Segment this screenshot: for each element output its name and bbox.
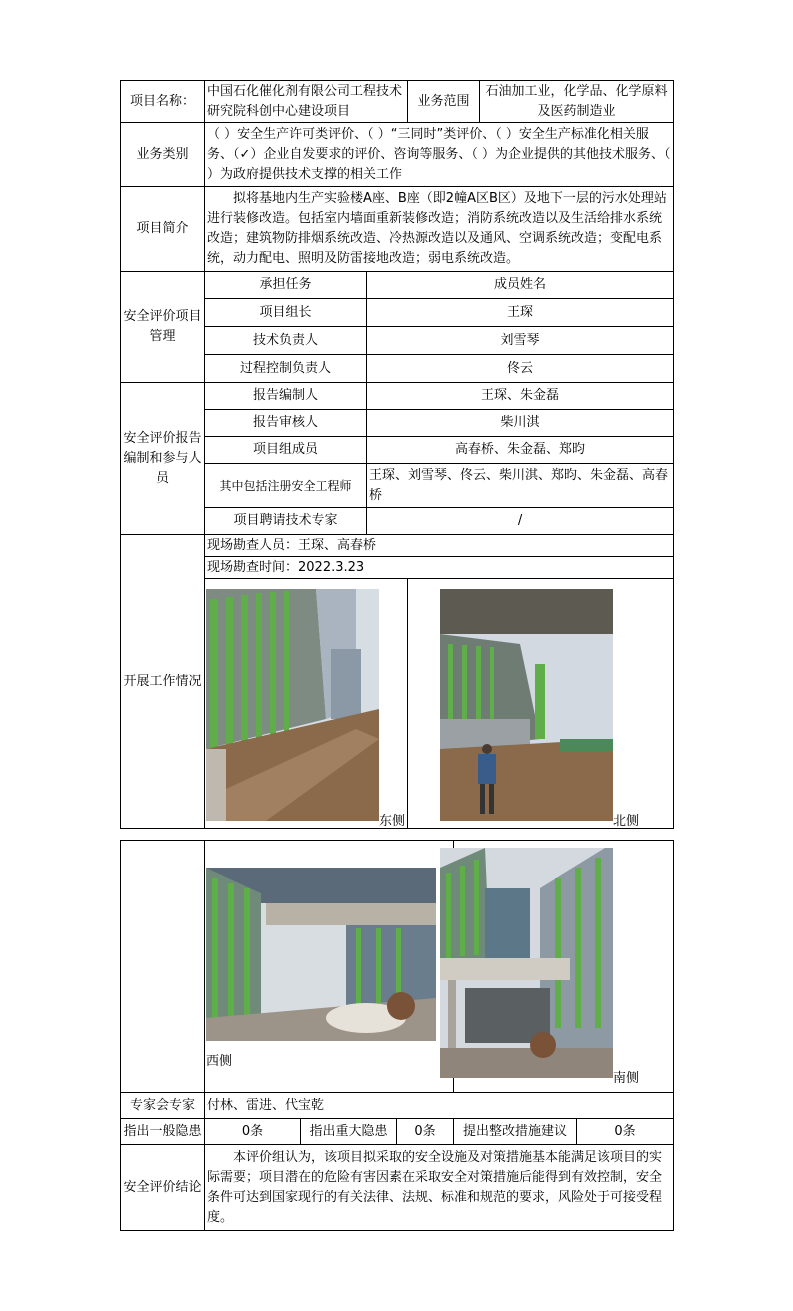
- survey-time: 现场勘查时间：2022.3.23: [205, 557, 674, 579]
- conclusion-label: 安全评价结论: [121, 1145, 205, 1231]
- photo-left-blank: [121, 841, 205, 1093]
- report-task: 报告编制人: [205, 383, 367, 410]
- project-name: 中国石化催化剂有限公司工程技术研究院科创中心建设项目: [205, 81, 408, 123]
- business-scope-label: 业务范围: [408, 81, 480, 123]
- member-header: 成员姓名: [367, 272, 674, 299]
- project-name-label: 项目名称：: [121, 81, 205, 123]
- report-task: 其中包括注册安全工程师: [205, 464, 367, 508]
- report-label: 安全评价报告编制和参与人员: [121, 383, 205, 535]
- business-type-label: 业务类别: [121, 123, 205, 187]
- report-name: /: [367, 508, 674, 535]
- mgmt-name: 王琛: [367, 299, 674, 327]
- conclusion: 本评价组认为，该项目拟采取的安全设施及对策措施基本能满足该项目的实际需要；项目潜在的危险有害因素在采取安全对策措施后能得到有效控制，安全条件可达到国家现行的有关法律、法规、标准和规范的要求，风险处于可接受程度。: [205, 1145, 674, 1231]
- south-side-photo: [440, 848, 613, 1078]
- report-name: 柴川淇: [367, 410, 674, 437]
- expert-label: 专家会专家: [121, 1093, 205, 1119]
- mgmt-task: 项目组长: [205, 299, 367, 327]
- task-header: 承担任务: [205, 272, 367, 299]
- business-scope: 石油加工业，化学品、化学原料及医药制造业: [480, 81, 674, 123]
- business-type: （ ）安全生产许可类评价、（ ）“三同时”类评价、（ ）安全生产标准化相关服务、（✓）企业自发要求的评价、咨询等服务、（ ）为企业提供的其他技术服务、（ ）为政府提供技术支撑的相关工作: [205, 123, 674, 187]
- intro-label: 项目简介: [121, 187, 205, 272]
- project-intro: 拟将基地内生产实验楼A座、B座（即2幢A区B区）及地下一层的污水处理站进行装修改造。包括室内墙面重新装修改造；消防系统改造以及生活给排水系统改造；建筑物防排烟系统改造、冷热源改造以及通风、空调系统改造；变配电系统，动力配电、照明及防雷接地改造；弱电系统改造。: [205, 187, 674, 272]
- north-side-photo: [440, 589, 613, 821]
- report-task: 项目聘请技术专家: [205, 508, 367, 535]
- work-label: 开展工作情况: [121, 535, 205, 829]
- report-task: 项目组成员: [205, 437, 367, 464]
- report-task: 报告审核人: [205, 410, 367, 437]
- south-label: 南侧: [613, 1071, 640, 1086]
- north-label: 北侧: [613, 814, 640, 829]
- mgmt-name: 佟云: [367, 355, 674, 383]
- west-side-photo: [206, 868, 436, 1041]
- suggestion-label: 提出整改措施建议: [454, 1119, 577, 1145]
- survey-people: 现场勘查人员：王琛、高春桥: [205, 535, 674, 557]
- west-label: 西侧: [206, 1054, 233, 1069]
- east-label: 东侧: [379, 814, 406, 829]
- general-hazard-value: 0条: [205, 1119, 301, 1145]
- east-side-photo: [206, 589, 379, 821]
- major-hazard-label: 指出重大隐患: [301, 1119, 397, 1145]
- report-name: 王琛、朱金磊: [367, 383, 674, 410]
- major-hazard-value: 0条: [397, 1119, 454, 1145]
- report-name: 王琛、刘雪琴、佟云、柴川淇、郑昀、朱金磊、高春桥: [367, 464, 674, 508]
- mgmt-name: 刘雪琴: [367, 327, 674, 355]
- report-name: 高春桥、朱金磊、郑昀: [367, 437, 674, 464]
- mgmt-label: 安全评价项目管理: [121, 272, 205, 383]
- experts: 付林、雷进、代宝乾: [205, 1093, 674, 1119]
- mgmt-task: 过程控制负责人: [205, 355, 367, 383]
- suggestion-value: 0条: [577, 1119, 674, 1145]
- general-hazard-label: 指出一般隐患: [121, 1119, 205, 1145]
- mgmt-task: 技术负责人: [205, 327, 367, 355]
